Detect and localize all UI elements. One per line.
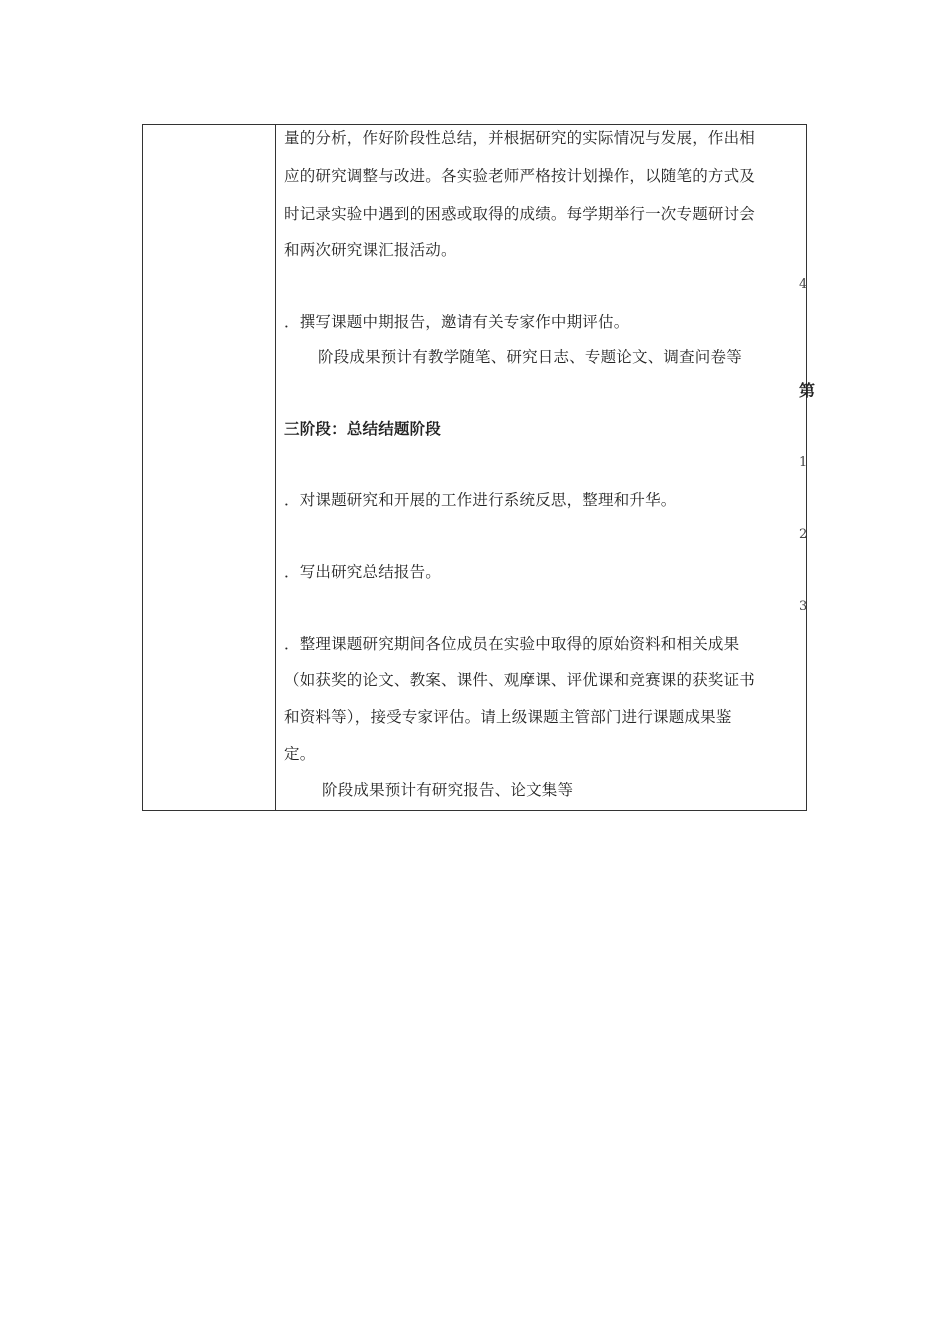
margin-word-di: 第: [799, 381, 816, 400]
stage3-heading: 三阶段：总结结题阶段: [284, 420, 442, 438]
continuation-line-1: 量的分析，作好阶段性总结，并根据研究的实际情况与发展，作出相: [284, 129, 756, 147]
stage2-item-4: ．撰写课题中期报告，邀请有关专家作中期评估。: [284, 313, 630, 331]
continuation-line-3: 时记录实验中遇到的困惑或取得的成绩。每学期举行一次专题研讨会: [284, 205, 756, 223]
stage3-item-3-line-3: 和资料等），接受专家评估。请上级课题主管部门进行课题成果鉴: [284, 708, 732, 726]
stage3-item-1: ．对课题研究和开展的工作进行系统反思，整理和升华。: [284, 491, 677, 509]
stage2-outcome: 阶段成果预计有教学随笔、研究日志、专题论文、调查问卷等: [318, 348, 742, 366]
stage3-item-2: ．写出研究总结报告。: [284, 563, 442, 581]
stage3-item-3-line-1: ．整理课题研究期间各位成员在实验中取得的原始资料和相关成果: [284, 635, 740, 653]
margin-number-4: 4: [799, 277, 808, 292]
stage3-outcome: 阶段成果预计有研究报告、论文集等: [322, 781, 574, 799]
continuation-line-2: 应的研究调整与改进。各实验老师严格按计划操作，以随笔的方式及: [284, 167, 756, 185]
margin-number-2: 2: [799, 527, 808, 542]
margin-number-3: 3: [799, 599, 808, 614]
stage3-item-3-line-4: 定。: [284, 745, 316, 763]
margin-number-1: 1: [799, 455, 808, 470]
stage3-item-3-line-2: （如获奖的论文、教案、课件、观摩课、评优课和竞赛课的获奖证书: [284, 671, 756, 689]
table-left-cell: [143, 125, 276, 810]
continuation-line-4: 和两次研究课汇报活动。: [284, 241, 457, 259]
